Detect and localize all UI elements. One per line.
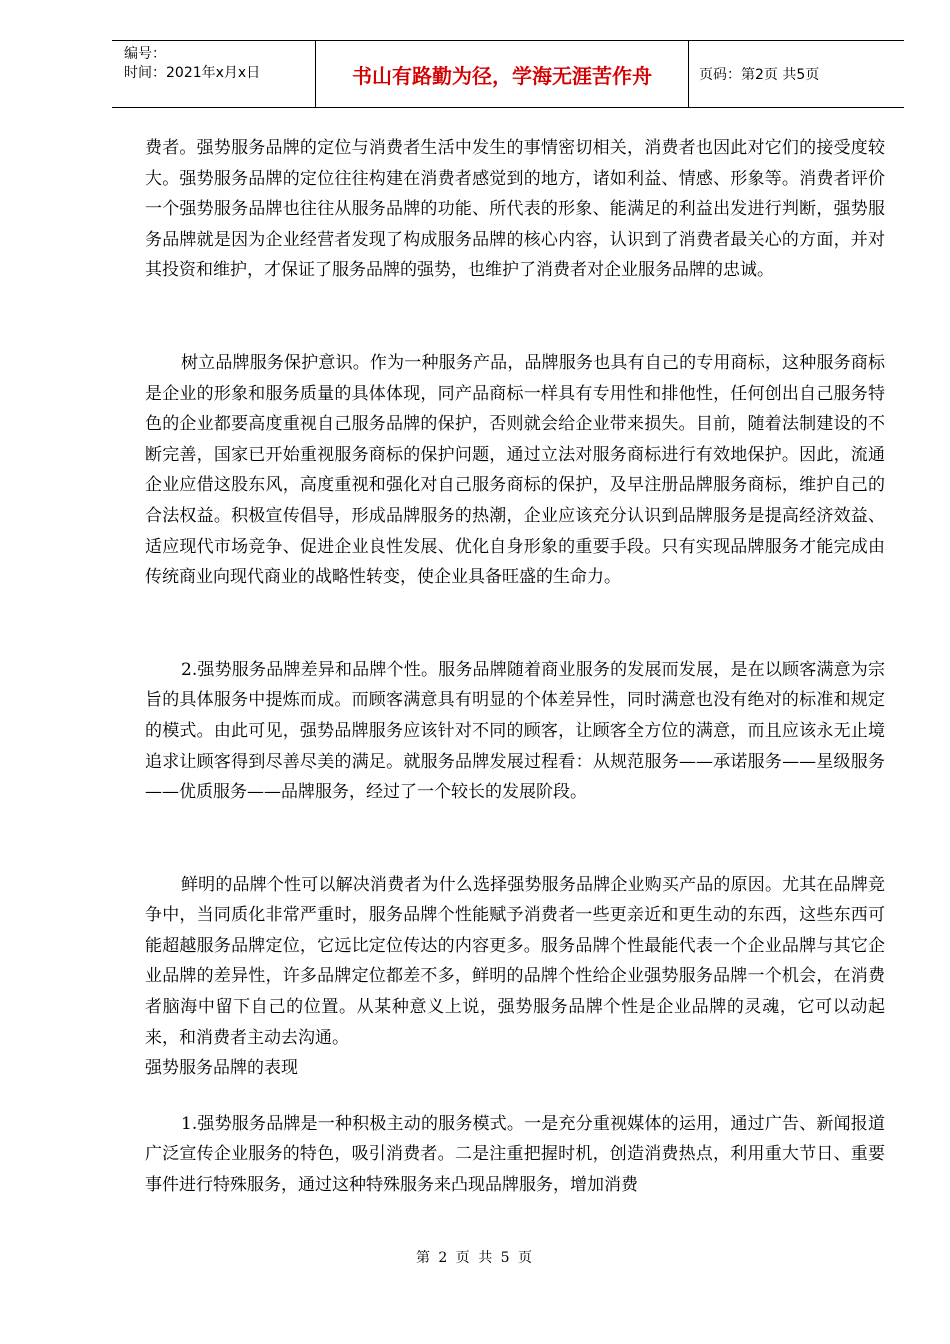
page-footer: 第 2 页 共 5 页 — [415, 1250, 535, 1266]
paragraph-brand-difference: 2.强势服务品牌差异和品牌个性。服务品牌随着商业服务的发展而发展，是在以顾客满意为宗旨的具体服务中提炼而成。而顾客满意具有明显的个体差异性，同时满意也没有绝对的标准和规定的模式。由此可见，强势品牌服务应该针对不同的顾客，让顾客全方位的满意，而且应该永无止境追求让顾客得到尽善尽美的满足。就服务品牌发展过程看：从规范服务——承诺服务——星级服务——优质服务——品牌服务，经过了一个较长的发展阶段。 — [145, 659, 885, 803]
header-meta — [112, 41, 315, 107]
paragraph-brand-personality: 鲜明的品牌个性可以解决消费者为什么选择强势服务品牌企业购买产品的原因。尤其在品牌竞争中，当同质化非常严重时，服务品牌个性能赋予消费者一些更亲近和更生动的东西，这些东西可能超越服务品牌定位，它远比定位传达的内容更多。服务品牌个性最能代表一个企业品牌与其它企业品牌的差异性，许多品牌定位都差不多，鲜明的品牌个性给企业强势服务品牌一个机会，在消费者脑海中留下自己的位置。从某种意义上说，强势服务品牌个性是企业品牌的灵魂，它可以动起来，和消费者主动去沟通。 — [145, 874, 885, 1048]
header-page-label: 页码：第2页 共5页 — [699, 67, 820, 83]
document-body — [145, 133, 885, 1201]
document-time-label: 时间：2021年x月x日 — [124, 65, 261, 81]
section-heading: 强势服务品牌的表现 — [145, 1058, 298, 1079]
paragraph-brand-protection: 树立品牌服务保护意识。作为一种服务产品，品牌服务也具有自己的专用商标，这种服务商标是企业的形象和服务质量的具体体现，同产品商标一样具有专用性和排他性，任何创出自己服务特色的企业都要高度重视自己服务品牌的保护，否则就会给企业带来损失。目前，随着法制建设的不断完善，国家已开始重视服务商标的保护问题，通过立法对服务商标进行有效地保护。因此，流通企业应借这股东风，高度重视和强化对自己服务商标的保护，及早注册品牌服务商标，维护自己的合法权益。积极宣传倡导，形成品牌服务的热潮，企业应该充分认识到品牌服务是提高经济效益、适应现代市场竞争、促进企业良性发展、优化自身形象的重要手段。只有实现品牌服务才能完成由传统商业向现代商业的战略性转变，使企业具备旺盛的生命力。 — [145, 352, 885, 588]
paragraph-continuation: 费者。强势服务品牌的定位与消费者生活中发生的事情密切相关，消费者也因此对它们的接受度较大。强势服务品牌的定位往往构建在消费者感觉到的地方，诸如利益、情感、形象等。消费者评价一个强势服务品牌也往往从服务品牌的功能、所代表的形象、能满足的利益出发进行判断，强势服务品牌就是因为企业经营者发现了构成服务品牌的核心内容，认识到了消费者最关心的方面，并对其投资和维护，才保证了服务品牌的强势，也维护了消费者对企业服务品牌的忠诚。 — [145, 138, 885, 281]
header-table — [112, 40, 904, 108]
header-motto: 书山有路勤为径，学海无涯苦作舟 — [315, 41, 689, 107]
document-number-label: 编号： — [124, 46, 166, 62]
paragraph-active-service: 1.强势服务品牌是一种积极主动的服务模式。一是充分重视媒体的运用，通过广告、新闻报道广泛宣传企业服务的特色，吸引消费者。二是注重把握时机，创造消费热点，利用重大节日、重要事件进行特殊服务，通过这种特殊服务来凸现品牌服务，增加消费 — [145, 1113, 885, 1196]
